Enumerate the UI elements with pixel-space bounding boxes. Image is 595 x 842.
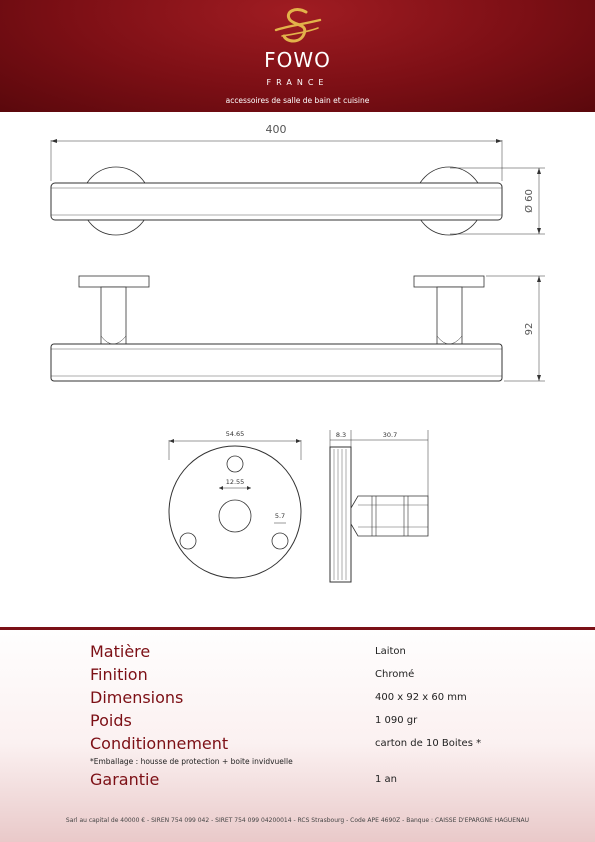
hole-spacing-label: 12.55 — [225, 478, 245, 486]
top-bar — [51, 183, 502, 220]
front-post-left — [101, 287, 126, 345]
spec-value-packaging: carton de 10 Boites * — [375, 738, 482, 749]
spec-label-finish: Finition — [90, 665, 148, 684]
brand-country: FRANCE — [266, 78, 329, 87]
plate-thickness-label: 8.3 — [335, 431, 347, 439]
spec-value-weight: 1 090 gr — [375, 715, 418, 726]
depth-label: 30.7 — [382, 431, 398, 439]
brand-tagline: accessoires de salle de bain et cuisine — [225, 96, 370, 105]
packaging-note: *Emballage : housse de protection + boite invidvuelle — [90, 757, 293, 766]
plate-diameter-label: 54.65 — [225, 430, 245, 438]
spec-label-weight: Poids — [90, 711, 132, 730]
spec-value-dimensions: 400 x 92 x 60 mm — [375, 692, 467, 703]
brand-name: FOWO — [264, 48, 331, 72]
screw-hole-left — [180, 533, 196, 549]
height-dimension-label: 92 — [524, 322, 535, 336]
technical-drawing — [0, 112, 595, 622]
spec-label-packaging: Conditionnement — [90, 734, 229, 753]
section-divider — [0, 627, 595, 630]
diameter-dimension-label: Ø 60 — [524, 189, 535, 213]
spec-label-warranty: Garantie — [90, 770, 160, 789]
spec-label-material: Matière — [90, 642, 151, 661]
center-hole — [219, 500, 251, 532]
front-rosette-left — [79, 276, 149, 287]
side-plate — [330, 447, 351, 582]
front-bar — [51, 344, 502, 381]
header-banner — [0, 0, 595, 112]
hole-diameter-label: 5.7 — [274, 512, 286, 520]
screw-hole-top — [227, 456, 243, 472]
swirl-s-logo-icon — [270, 6, 326, 48]
legal-footer: Sarl au capital de 40000 € - SIREN 754 099 042 - SIRET 754 099 04200014 - RCS Strasbourg - Code APE 4690Z - Banque : CAISSE D'EPARGNE HAGUENAU — [65, 817, 530, 824]
screw-hole-right — [272, 533, 288, 549]
spec-value-material: Laiton — [375, 646, 406, 657]
spec-value-warranty: 1 an — [375, 774, 398, 785]
spec-label-dimensions: Dimensions — [90, 688, 184, 707]
front-rosette-right — [414, 276, 484, 287]
front-post-right — [437, 287, 462, 345]
length-dimension-label: 400 — [265, 123, 287, 136]
spec-value-finish: Chromé — [375, 669, 415, 680]
